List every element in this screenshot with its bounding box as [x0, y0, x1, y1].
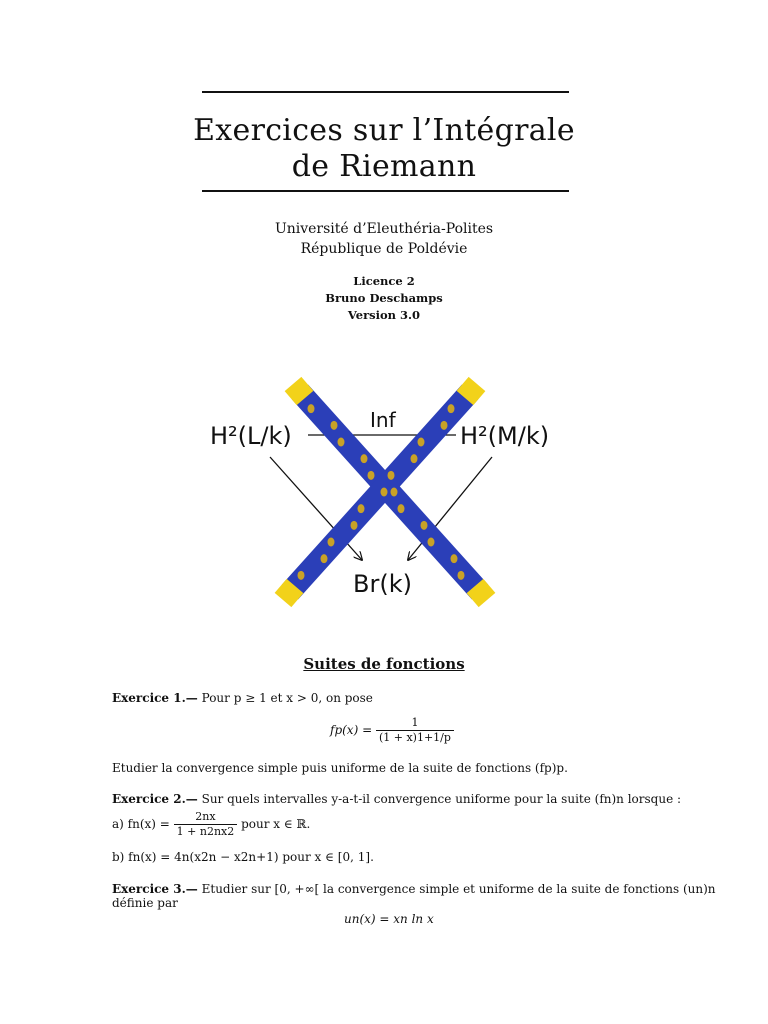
- exercise-2-intro: [112, 791, 681, 807]
- exercise-3-intro-text: Etudier sur [0, +∞[ la convergence simple et uniforme de la suite de fonctions (un)n: [201, 882, 716, 896]
- rod-dot: [441, 421, 448, 430]
- rod-dot: [368, 471, 375, 480]
- exercise-2-a-prefix: a) fn(x) =: [112, 817, 170, 831]
- exercise-1-numerator: 1: [376, 716, 454, 731]
- rod-dot: [331, 421, 338, 430]
- rod-dot: [458, 571, 465, 580]
- diagram-label-right: H²(M/k): [460, 422, 550, 450]
- exercise-3-intro: [112, 881, 716, 897]
- country: République de Poldévie: [300, 241, 468, 257]
- exercise-3-label: Exercice 3.—: [112, 882, 198, 896]
- exercise-2-a-fraction: [174, 810, 238, 839]
- rod-dot: [351, 521, 358, 530]
- diagram-label-bottom: Br(k): [353, 570, 412, 598]
- title-bottom-rule: [202, 190, 569, 192]
- exercise-1-intro: [112, 690, 373, 706]
- level: Licence 2: [353, 274, 415, 288]
- exercise-1-intro-text: Pour p ≥ 1 et x > 0, on pose: [201, 691, 373, 705]
- rod-dot: [451, 554, 458, 563]
- rod-dot: [421, 521, 428, 530]
- rod-dot: [361, 454, 368, 463]
- rod-dot: [398, 504, 405, 513]
- page-title-line2: de Riemann: [291, 149, 477, 184]
- rod-dot: [358, 504, 365, 513]
- diagram-label-left: H²(L/k): [210, 422, 292, 450]
- rod-dot: [308, 404, 315, 413]
- rod-dot: [321, 554, 328, 563]
- rod-dot: [328, 538, 335, 547]
- cover-figure: [200, 372, 570, 608]
- section-title: Suites de fonctions: [303, 655, 465, 673]
- rod-dot: [391, 488, 398, 497]
- title-top-rule: [202, 91, 569, 93]
- university: Université d’Eleuthéria-Polites: [274, 221, 494, 237]
- rod-dot: [381, 488, 388, 497]
- exercise-2-a-suffix: pour x ∈ ℝ.: [241, 817, 311, 831]
- exercise-1-question: Etudier la convergence simple puis uniforme de la suite de fonctions (fp)p.: [112, 761, 568, 775]
- exercise-2-part-b: b) fn(x) = 4n(x2n − x2n+1) pour x ∈ [0, 1].: [112, 850, 374, 864]
- version: Version 3.0: [347, 308, 421, 322]
- exercise-3-intro2: définie par: [112, 896, 178, 910]
- diagram-left-arrow: [270, 457, 362, 560]
- exercise-1-formula-lhs: fp(x) =: [330, 723, 373, 737]
- page-title-line1: Exercices sur l’Intégrale: [193, 113, 575, 148]
- exercise-2-a-numerator: 2nx: [174, 810, 238, 825]
- rod-dot: [418, 438, 425, 447]
- rod-dot: [338, 438, 345, 447]
- rod-dot: [298, 571, 305, 580]
- exercise-1-formula: [330, 716, 454, 745]
- exercise-3-formula: un(x) = xn ln x: [344, 912, 434, 926]
- exercise-2-intro-text: Sur quels intervalles y-a-t-il convergence uniforme pour la suite (fn)n lorsque :: [201, 792, 682, 806]
- author: Bruno Deschamps: [325, 291, 443, 305]
- exercise-2-a-denominator: 1 + n2nx2: [176, 825, 235, 838]
- exercise-2-label: Exercice 2.—: [112, 792, 198, 806]
- rod-dot: [411, 454, 418, 463]
- exercise-1-label: Exercice 1.—: [112, 691, 198, 705]
- rod-dot: [448, 404, 455, 413]
- exercise-2-part-a: [112, 810, 310, 839]
- exercise-1-denominator: (1 + x)1+1/p: [378, 731, 451, 744]
- exercise-1-fraction: [376, 716, 454, 745]
- diagram-label-top: Inf: [370, 408, 396, 432]
- rod-dot: [428, 538, 435, 547]
- rod-dot: [388, 471, 395, 480]
